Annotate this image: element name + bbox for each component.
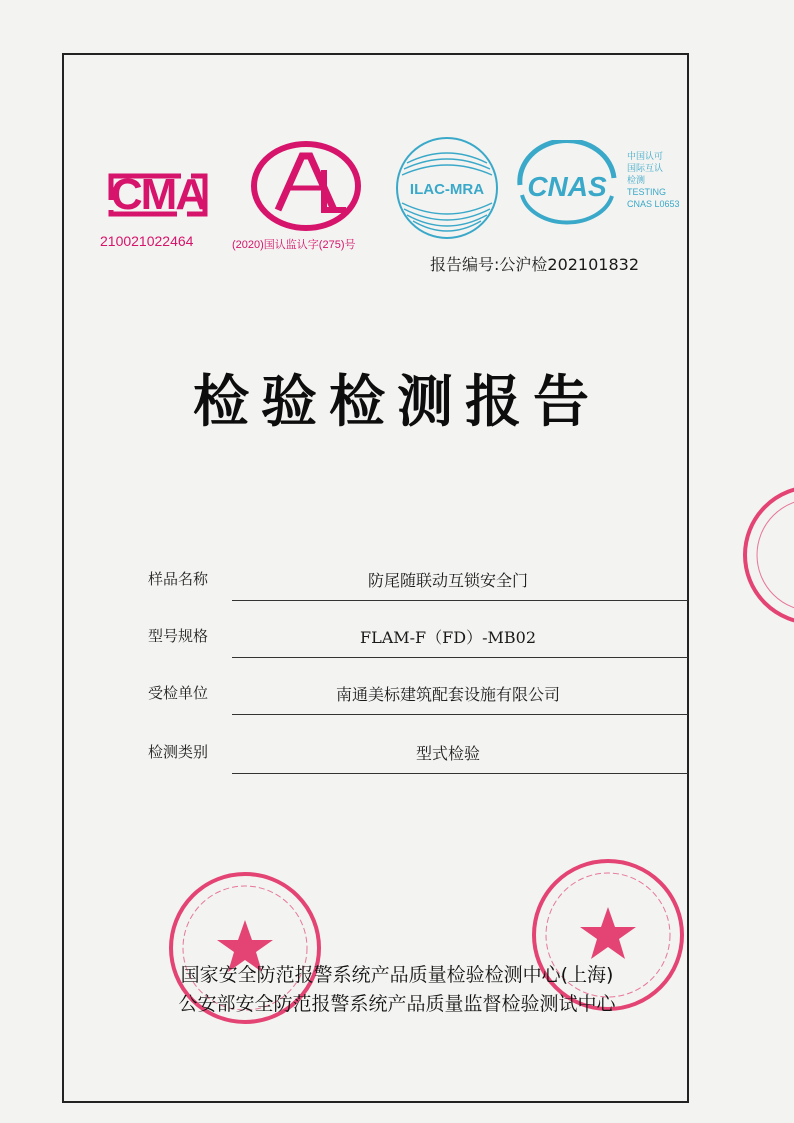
- cnas-line: 国际互认: [627, 163, 664, 173]
- field-value: FLAM-F（FD）-MB02: [359, 628, 536, 647]
- cnas-logo-icon: [512, 140, 622, 230]
- cnas-line: 中国认可: [627, 151, 664, 161]
- cal-label: CAL: [306, 192, 309, 193]
- cal-number: (2020)国认监认字(275)号: [232, 239, 356, 251]
- issuer-line-1: 国家安全防范报警系统产品质量检验检测中心(上海): [180, 964, 614, 986]
- page-title: 检验检测报告: [193, 370, 601, 435]
- cnas-caption: [627, 150, 697, 210]
- cma-label: CMA: [110, 170, 206, 219]
- side-seal-stamp: [738, 480, 794, 630]
- field-row-test-type: [148, 741, 688, 781]
- field-row-sample-name: [148, 568, 688, 608]
- field-value: 型式检验: [415, 744, 480, 763]
- cnas-line: CNAS L0653: [627, 199, 680, 209]
- ilac-label: ILAC-MRA: [409, 181, 485, 198]
- issuer-line-2: 公安部安全防范报警系统产品质量监督检验测试中心: [178, 993, 616, 1015]
- field-label: 受检单位: [148, 684, 209, 702]
- field-value: 南通美标建筑配套设施有限公司: [335, 685, 560, 704]
- field-label: 检测类别: [148, 743, 209, 761]
- field-row-model: [148, 625, 688, 665]
- cma-number: 210021022464: [100, 233, 194, 249]
- field-value: 防尾随联动互锁安全门: [367, 571, 528, 590]
- field-underline: [232, 657, 688, 658]
- field-underline: [232, 714, 688, 715]
- cnas-label: CNAS: [527, 171, 607, 202]
- field-label: 样品名称: [148, 570, 209, 588]
- ilac-mra-logo-icon: [395, 133, 500, 243]
- cal-logo-icon: [250, 140, 362, 232]
- field-underline: [232, 600, 688, 601]
- cnas-line: 检测: [627, 175, 646, 185]
- field-label: 型号规格: [148, 627, 209, 645]
- cnas-line: TESTING: [627, 187, 667, 197]
- cma-logo: [105, 170, 211, 220]
- field-underline: [232, 773, 688, 774]
- field-row-inspected-unit: [148, 682, 688, 722]
- cma-frame-icon: [105, 170, 211, 220]
- report-number: 报告编号:公沪检202101832: [430, 255, 640, 274]
